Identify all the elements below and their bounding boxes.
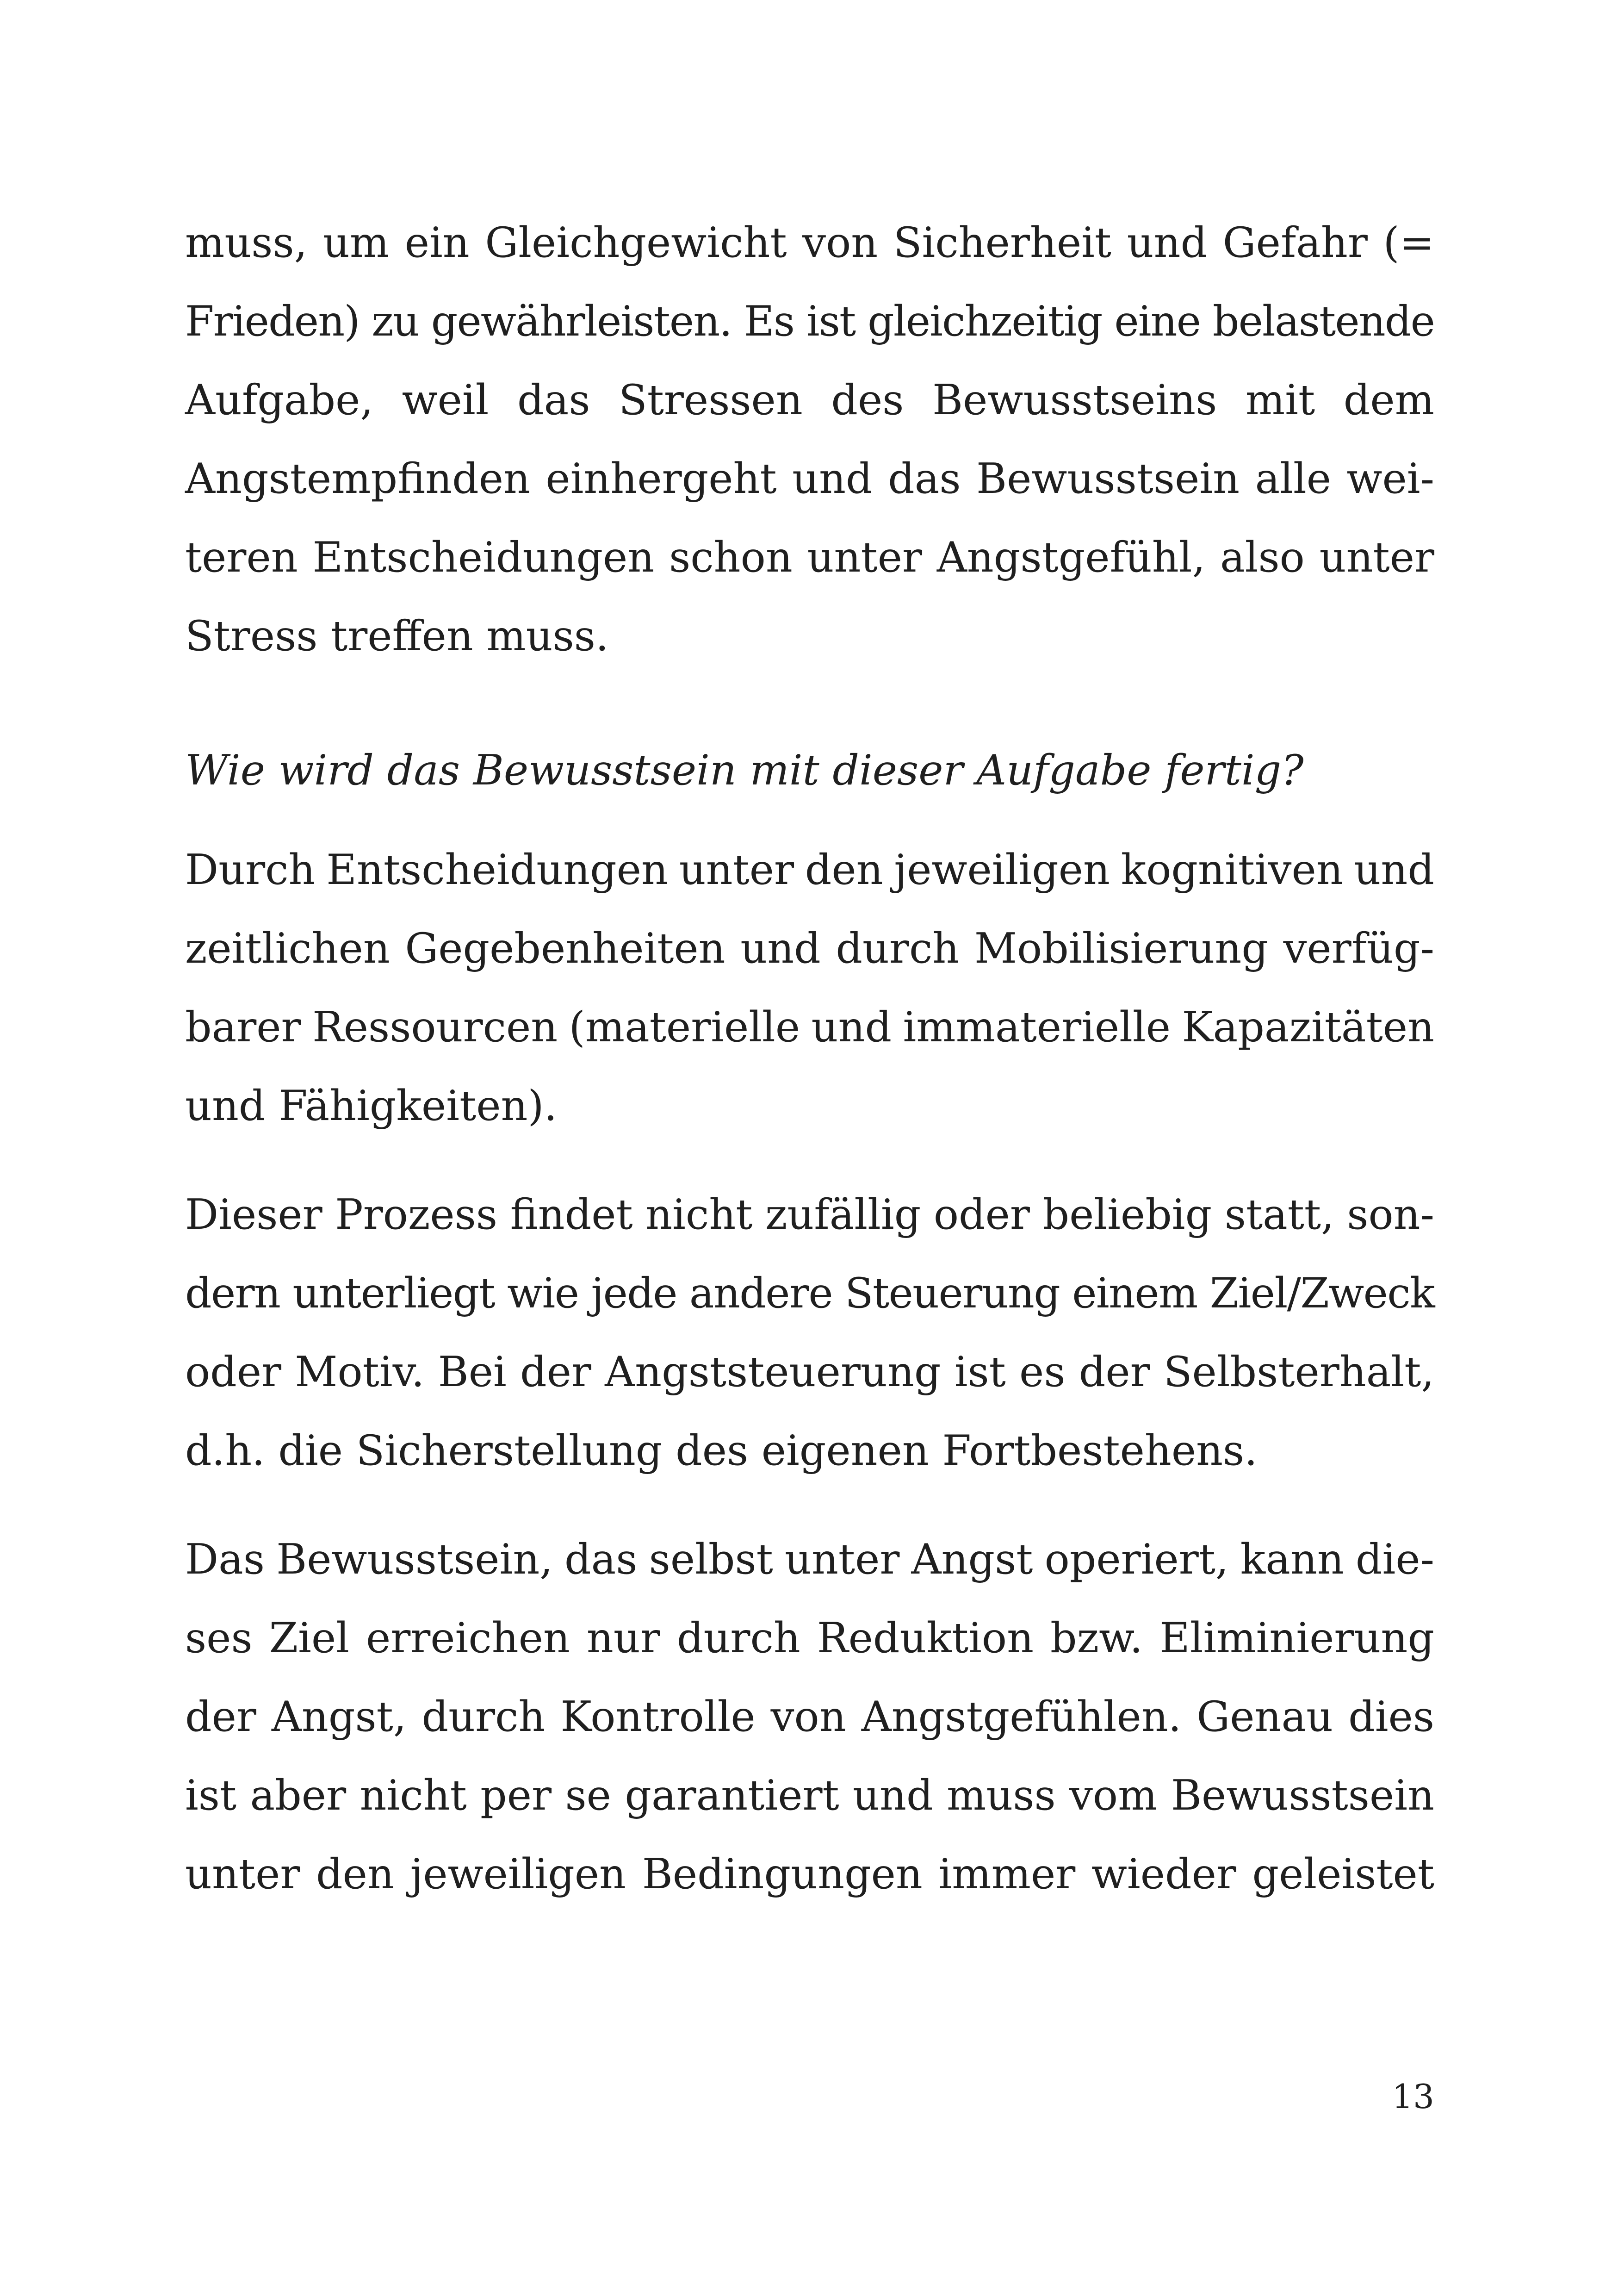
paragraph-line [0,1847,1618,1902]
line-text: zeitlichen Gegebenheiten und durch Mobilisierung verfüg- [185,924,1434,973]
paragraph-line [0,294,1618,349]
line-text: ses Ziel erreichen nur durch Reduktion bzw. Eliminierung [185,1614,1434,1662]
section-question [0,743,1618,798]
paragraph-line [0,1266,1618,1321]
paragraph-line [0,1078,1618,1134]
paragraph-line [0,1000,1618,1055]
paragraph-line [0,1532,1618,1587]
paragraph-line [0,451,1618,507]
line-text: ist aber nicht per se garantiert und muss vom Bewusstsein [185,1771,1434,1820]
page-number [0,2073,1618,2120]
paragraph-line [0,530,1618,585]
line-text: und Fähigkeiten). [185,1082,558,1130]
line-text: Durch Entscheidungen unter den jeweiligen kognitiven und [185,846,1434,894]
line-text: barer Ressourcen (materielle und immaterielle Kapazitäten [185,1003,1434,1052]
line-text: Dieser Prozess findet nicht zufällig oder beliebig statt, son- [185,1190,1434,1239]
line-text: muss, um ein Gleichgewicht von Sicherheit und Gefahr (= [185,218,1434,267]
paragraph-line [0,1344,1618,1400]
line-text: dern unterliegt wie jede andere Steuerung einem Ziel/Zweck [185,1269,1434,1318]
line-text: oder Motiv. Bei der Angststeuerung ist es der Selbsterhalt, [185,1348,1434,1396]
paragraph-line [0,1187,1618,1243]
line-text: unter den jeweiligen Bedingungen immer wieder geleistet [185,1850,1434,1898]
paragraph-line [0,1423,1618,1479]
paragraph-line [0,921,1618,977]
paragraph-line [0,1689,1618,1745]
line-text: Das Bewusstsein, das selbst unter Angst operiert, kann die- [185,1535,1434,1584]
paragraph-line [0,215,1618,271]
paragraph-line [0,842,1618,898]
line-text: Angstempfinden einhergeht und das Bewusstsein alle wei- [185,454,1434,503]
line-text: der Angst, durch Kontrolle von Angstgefühlen. Genau dies [185,1692,1434,1741]
line-text: d.h. die Sicherstellung des eigenen Fortbestehens. [185,1426,1258,1475]
question-text: Wie wird das Bewusstsein mit dieser Aufgabe fertig? [185,746,1304,795]
page-number-text: 13 [1392,2077,1434,2116]
paragraph-line [0,373,1618,428]
line-text: teren Entscheidungen schon unter Angstgefühl, also unter [185,533,1434,582]
paragraph-line [0,1768,1618,1823]
paragraph-line [0,1611,1618,1666]
line-text: Frieden) zu gewährleisten. Es ist gleichzeitig eine belastende [185,297,1434,346]
line-text: Stress treffen muss. [185,612,609,660]
line-text: Aufgabe, weil das Stressen des Bewusstseins mit dem [185,376,1434,424]
paragraph-line [0,609,1618,664]
